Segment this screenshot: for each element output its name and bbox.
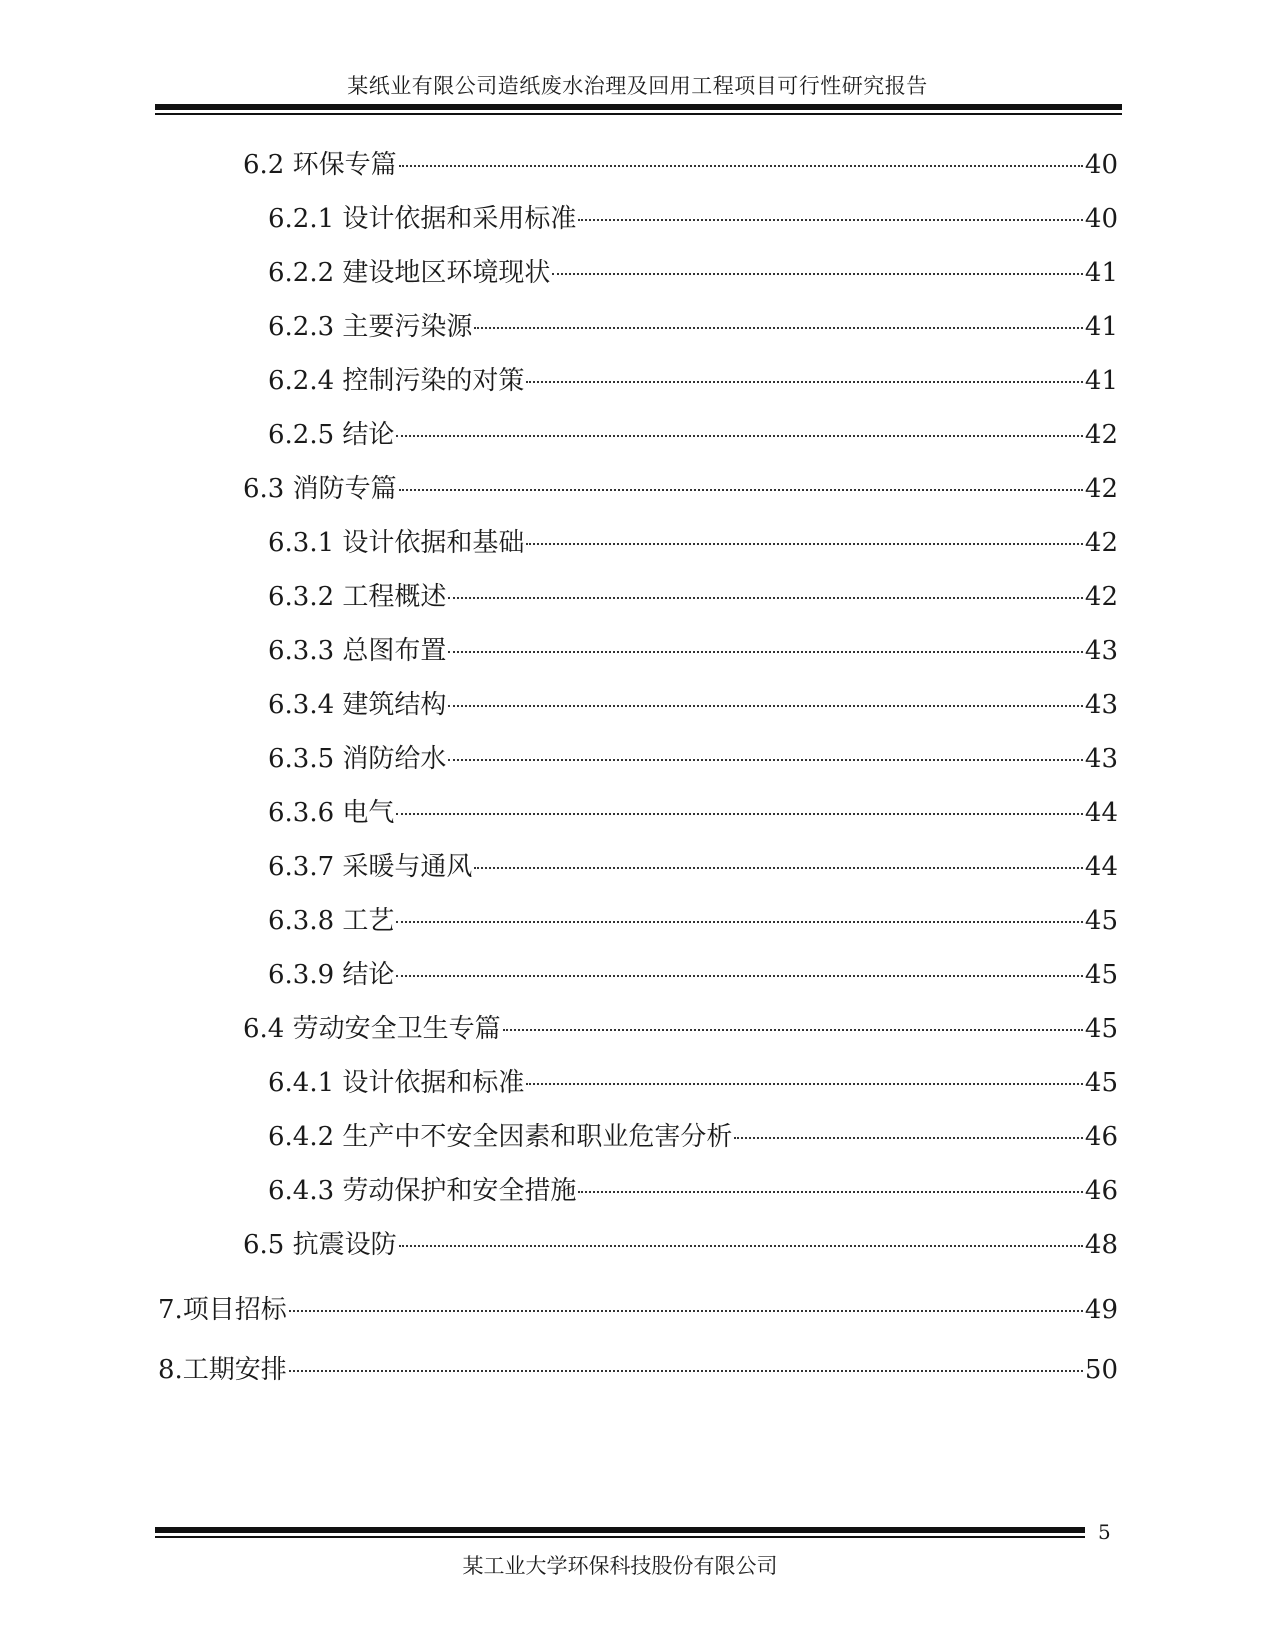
toc-entry[interactable] xyxy=(268,793,1118,833)
toc-entry-label: 7.项目招标 xyxy=(158,1295,287,1325)
toc-entry-label: 6.4.3 劳动保护和安全措施 xyxy=(268,1176,577,1206)
toc-dot-leader xyxy=(289,1370,1083,1372)
toc-entry-label: 6.2.3 主要污染源 xyxy=(268,312,473,342)
toc-dot-leader xyxy=(474,327,1082,329)
toc-dot-leader xyxy=(578,1191,1082,1193)
toc-dot-leader xyxy=(734,1137,1082,1139)
toc-entry[interactable] xyxy=(268,1117,1118,1157)
page-number: 5 xyxy=(1098,1520,1111,1544)
toc-entry[interactable] xyxy=(268,307,1118,347)
toc-entry[interactable] xyxy=(158,1350,1118,1390)
toc-entry[interactable] xyxy=(268,523,1118,563)
toc-entry-page: 44 xyxy=(1084,798,1118,828)
toc-dot-leader xyxy=(399,489,1083,491)
toc-entry-page: 42 xyxy=(1084,474,1118,504)
toc-entry-label: 6.3.9 结论 xyxy=(268,960,395,990)
toc-dot-leader xyxy=(526,1083,1082,1085)
toc-entry-page: 43 xyxy=(1084,690,1118,720)
toc-entry-label: 6.3.2 工程概述 xyxy=(268,582,447,612)
toc-entry-label: 6.4.2 生产中不安全因素和职业危害分析 xyxy=(268,1122,733,1152)
toc-dot-leader xyxy=(448,651,1082,653)
toc-entry-page: 42 xyxy=(1084,582,1118,612)
footer-rule-thin xyxy=(155,1536,1085,1538)
toc-entry[interactable] xyxy=(243,469,1118,509)
toc-entry-label: 6.2 环保专篇 xyxy=(243,150,397,180)
toc-dot-leader xyxy=(474,867,1082,869)
toc-entry-label: 6.2.2 建设地区环境现状 xyxy=(268,258,551,288)
toc-dot-leader xyxy=(503,1029,1083,1031)
toc-entry-page: 45 xyxy=(1084,960,1118,990)
toc-dot-leader xyxy=(396,813,1082,815)
toc-entry-page: 46 xyxy=(1084,1176,1118,1206)
toc-dot-leader xyxy=(396,921,1082,923)
toc-entry-page: 42 xyxy=(1084,528,1118,558)
toc-entry-page: 50 xyxy=(1084,1355,1118,1385)
toc-dot-leader xyxy=(289,1310,1083,1312)
toc-entry-page: 42 xyxy=(1084,420,1118,450)
toc-entry[interactable] xyxy=(268,631,1118,671)
toc-entry[interactable] xyxy=(268,685,1118,725)
toc-entry-label: 6.5 抗震设防 xyxy=(243,1230,397,1260)
header-title: 某纸业有限公司造纸废水治理及回用工程项目可行性研究报告 xyxy=(347,74,928,98)
toc-entry[interactable] xyxy=(268,1171,1118,1211)
toc-entry-page: 45 xyxy=(1084,1014,1118,1044)
toc-entry[interactable] xyxy=(243,145,1118,185)
toc-entry-label: 6.4.1 设计依据和标准 xyxy=(268,1068,525,1098)
toc-entry-label: 8.工期安排 xyxy=(158,1355,287,1385)
toc-dot-leader xyxy=(396,435,1082,437)
toc-entry[interactable] xyxy=(268,199,1118,239)
toc-entry[interactable] xyxy=(268,1063,1118,1103)
toc-entry-page: 49 xyxy=(1084,1295,1118,1325)
toc-dot-leader xyxy=(448,705,1082,707)
toc-entry-label: 6.3.1 设计依据和基础 xyxy=(268,528,525,558)
toc-entry-page: 41 xyxy=(1084,258,1118,288)
toc-dot-leader xyxy=(578,219,1082,221)
toc-entry-label: 6.3.3 总图布置 xyxy=(268,636,447,666)
toc-entry-label: 6.2.1 设计依据和采用标准 xyxy=(268,204,577,234)
toc-entry[interactable] xyxy=(268,847,1118,887)
toc-entry[interactable] xyxy=(268,955,1118,995)
toc-entry-label: 6.2.5 结论 xyxy=(268,420,395,450)
toc-entry-label: 6.2.4 控制污染的对策 xyxy=(268,366,525,396)
toc-entry-page: 40 xyxy=(1084,150,1118,180)
footer-company: 某工业大学环保科技股份有限公司 xyxy=(462,1554,778,1578)
toc-entry-page: 40 xyxy=(1084,204,1118,234)
toc-entry-page: 45 xyxy=(1084,1068,1118,1098)
toc-entry-label: 6.4 劳动安全卫生专篇 xyxy=(243,1014,501,1044)
toc-dot-leader xyxy=(399,1245,1083,1247)
toc-entry[interactable] xyxy=(268,577,1118,617)
toc-dot-leader xyxy=(396,975,1082,977)
toc-entry-page: 43 xyxy=(1084,636,1118,666)
toc-entry-label: 6.3.6 电气 xyxy=(268,798,395,828)
toc-entry-page: 46 xyxy=(1084,1122,1118,1152)
toc-entry[interactable] xyxy=(158,1290,1118,1330)
toc-dot-leader xyxy=(526,543,1082,545)
toc-entry-label: 6.3.7 采暖与通风 xyxy=(268,852,473,882)
toc-entry[interactable] xyxy=(243,1009,1118,1049)
toc-entry[interactable] xyxy=(268,415,1118,455)
toc-entry-label: 6.3.5 消防给水 xyxy=(268,744,447,774)
toc-entry-page: 43 xyxy=(1084,744,1118,774)
toc-entry-page: 48 xyxy=(1084,1230,1118,1260)
toc-entry[interactable] xyxy=(243,1225,1118,1265)
toc-entry[interactable] xyxy=(268,253,1118,293)
footer-rule xyxy=(155,1527,1085,1533)
toc-entry-page: 45 xyxy=(1084,906,1118,936)
toc-entry-label: 6.3.4 建筑结构 xyxy=(268,690,447,720)
toc-entry-page: 44 xyxy=(1084,852,1118,882)
toc-entry-label: 6.3.8 工艺 xyxy=(268,906,395,936)
toc-entry-label: 6.3 消防专篇 xyxy=(243,474,397,504)
toc-dot-leader xyxy=(448,759,1082,761)
toc-entry[interactable] xyxy=(268,901,1118,941)
toc-dot-leader xyxy=(526,381,1082,383)
toc-entry-page: 41 xyxy=(1084,312,1118,342)
toc-dot-leader xyxy=(399,165,1083,167)
toc-dot-leader xyxy=(552,273,1082,275)
toc-dot-leader xyxy=(448,597,1082,599)
toc-entry-page: 41 xyxy=(1084,366,1118,396)
toc-entry[interactable] xyxy=(268,361,1118,401)
toc-entry[interactable] xyxy=(268,739,1118,779)
